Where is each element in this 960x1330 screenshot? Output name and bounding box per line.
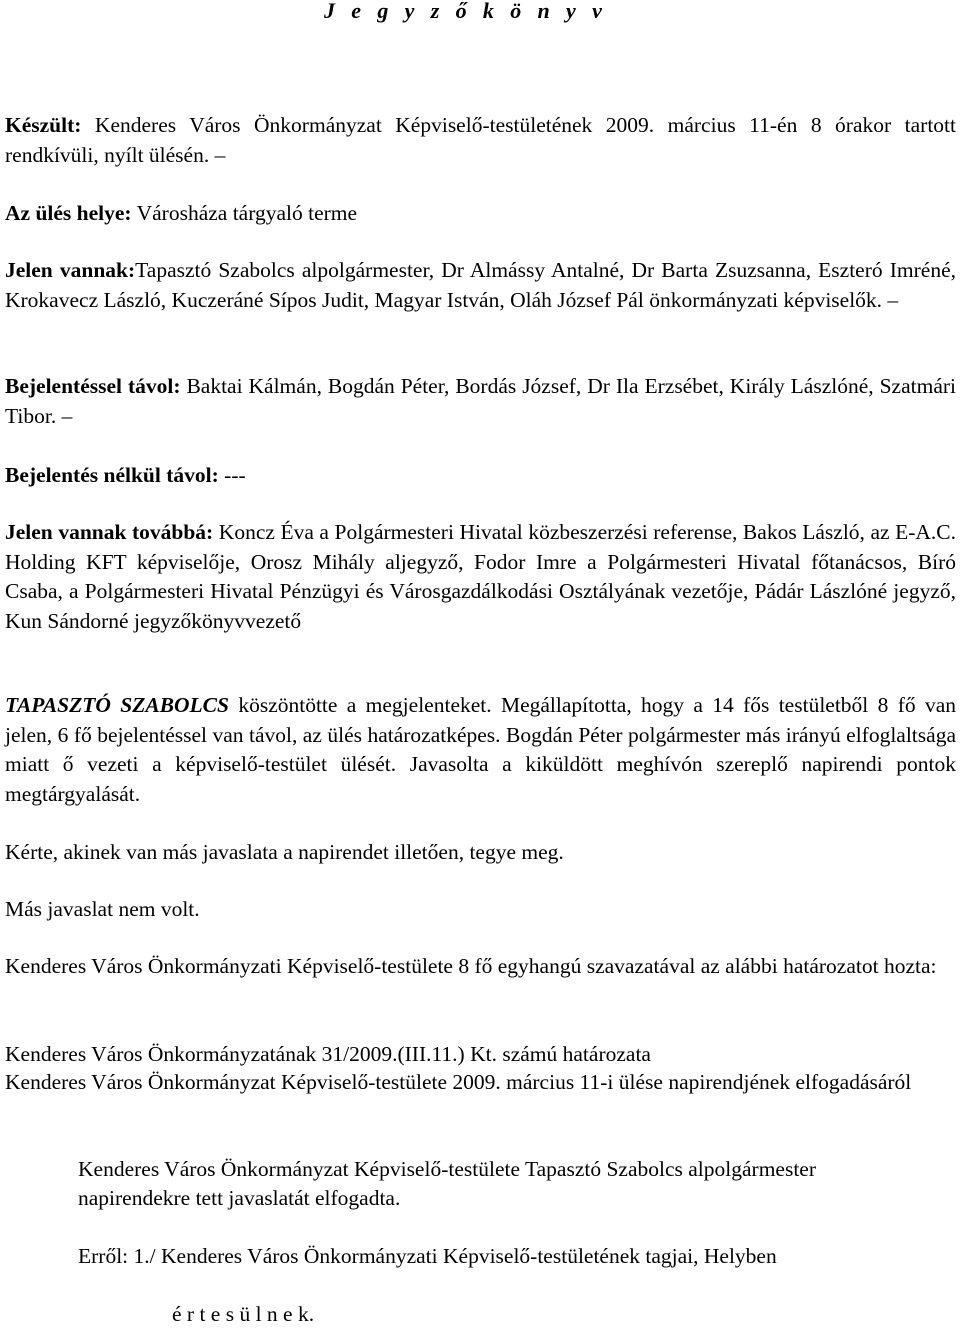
mas-javaslat-line: Más javaslat nem volt. xyxy=(5,897,200,921)
hatarozat-text-line1: Kenderes Város Önkormányzat Képviselő-testülete Tapasztó Szabolcs alpolgármester xyxy=(78,1157,817,1181)
szavazas-paragraph: Kenderes Város Önkormányzati Képviselő-testülete 8 fő egyhangú szavazatával az alábbi határozatot hozta: xyxy=(5,954,937,978)
keszult-paragraph xyxy=(5,111,956,170)
keszult-label: Készült: xyxy=(5,113,82,137)
helye-label: Az ülés helye: xyxy=(5,201,132,225)
keszult-text: Kenderes Város Önkormányzat Képviselő-testületének 2009. március 11-én 8 órakor tartott rendkívüli, nyílt ülésén. – xyxy=(5,113,956,167)
helye-paragraph xyxy=(5,199,956,229)
koszontotte-text: köszöntötte a megjelenteket. Megállapította, hogy a 14 fős testületből 8 fő van jelen, 6 fő bejelentéssel van távol, az ülés határozatképes. Bogdán Péter polgármester más irányú elfoglaltsága miatt ő vezeti a képviselő-testület ülését. Javasolta a kiküldött meghívón szereplő napirendi pontok megtárgyalását. xyxy=(5,693,956,806)
koszontotte-paragraph xyxy=(5,691,956,809)
jelen-text: Tapasztó Szabolcs alpolgármester, Dr Almássy Antalné, Dr Barta Zsuzsanna, Eszteró Imréné, Krokavecz László, Kuczeráné Sípos Judit, Magyar István, Oláh József Pál önkormányzati képviselők. – xyxy=(5,258,956,312)
errol-line: Erről: 1./ Kenderes Város Önkormányzati Képviselő-testületének tagjai, Helyben xyxy=(78,1244,777,1268)
tavol-paragraph xyxy=(5,372,956,431)
ertesulnek-line: é r t e s ü l n e k. xyxy=(172,1302,315,1326)
jelen-label: Jelen vannak: xyxy=(5,258,136,282)
document-title: J e g y z ő k ö n y v xyxy=(324,0,608,23)
nelkul-text: --- xyxy=(224,463,246,487)
tovabba-label: Jelen vannak továbbá: xyxy=(5,520,214,544)
nelkul-paragraph xyxy=(5,461,956,491)
speaker-name: TAPASZTÓ SZABOLCS xyxy=(5,693,229,717)
kerte-line: Kérte, akinek van más javaslata a napirendet illetően, tegye meg. xyxy=(5,840,564,864)
tavol-label: Bejelentéssel távol: xyxy=(5,374,181,398)
hatarozat-text-line2: napirendekre tett javaslatát elfogadta. xyxy=(78,1186,401,1210)
tovabba-paragraph xyxy=(5,518,956,636)
tavol-text: Baktai Kálmán, Bogdán Péter, Bordás József, Dr Ila Erzsébet, Király Lászlóné, Szatmári Tibor. – xyxy=(5,374,957,428)
hatarozat-subject: Kenderes Város Önkormányzat Képviselő-testülete 2009. március 11-i ülése napirendjének elfogadásáról xyxy=(5,1070,912,1094)
tovabba-text: Koncz Éva a Polgármesteri Hivatal közbeszerzési referense, Bakos László, az E-A.C. Holding KFT képviselője, Orosz Mihály aljegyző, Fodor Imre a Polgármesteri Hivatal főtanácsos, Bíró Csaba, a Polgármesteri Hivatal Pénzügyi és Városgazdálkodási Osztályának vezetője, Pádár Lászlóné jegyző, Kun Sándorné jegyzőkönyvvezető xyxy=(5,520,957,633)
helye-text: Városháza tárgyaló terme xyxy=(136,201,358,225)
jelen-paragraph xyxy=(5,256,956,315)
nelkul-label: Bejelentés nélkül távol: xyxy=(5,463,219,487)
hatarozat-title: Kenderes Város Önkormányzatának 31/2009.(III.11.) Kt. számú határozata xyxy=(5,1042,651,1066)
